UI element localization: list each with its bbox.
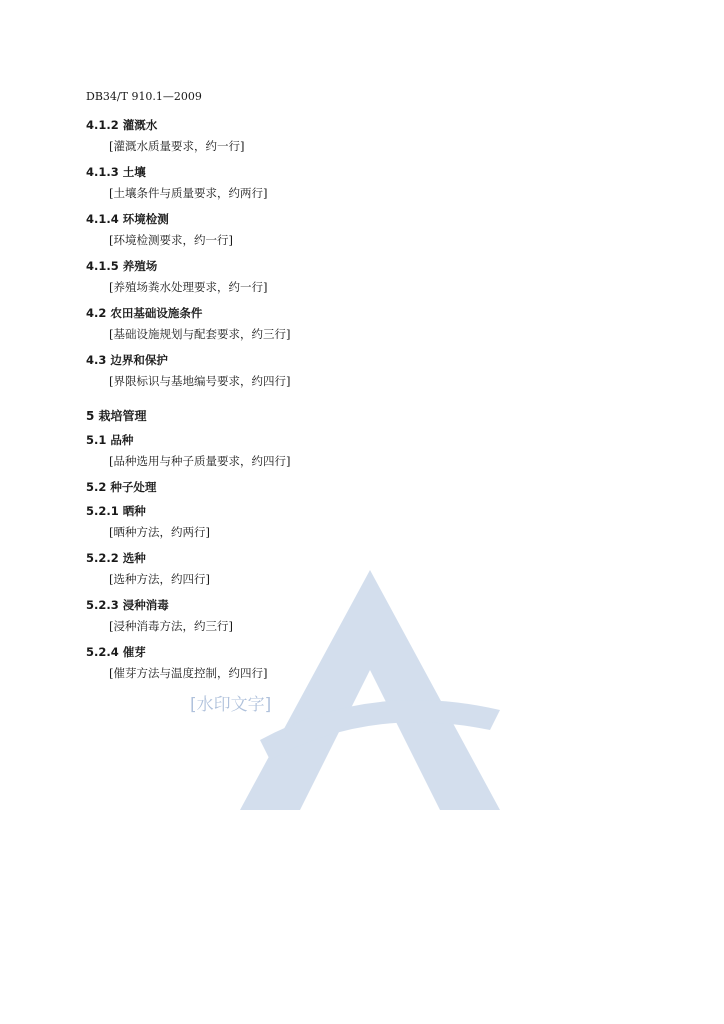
section-text: [选种方法，约四行] <box>109 572 210 586</box>
section-text: [浸种消毒方法，约三行] <box>109 619 233 633</box>
section-heading: 4.1.5 养殖场 <box>86 259 158 273</box>
doc-code: DB34/T 910.1—2009 <box>86 90 202 103</box>
chapter-title: 5 栽培管理 <box>86 409 147 423</box>
section-text: [界限标识与基地编号要求，约四行] <box>109 374 291 388</box>
section-text: [土壤条件与质量要求，约两行] <box>109 186 268 200</box>
section-list <box>86 117 656 391</box>
section-heading: 4.1.4 环境检测 <box>86 212 169 226</box>
section-heading: 4.2 农田基础设施条件 <box>86 306 203 320</box>
section-text: [养殖场粪水处理要求，约一行] <box>109 280 268 294</box>
section-heading: 5.2.1 晒种 <box>86 504 146 518</box>
section-heading: 5.2 种子处理 <box>86 480 157 494</box>
section-heading: 4.1.2 灌溉水 <box>86 118 158 132</box>
section-text: [灌溉水质量要求，约一行] <box>109 139 245 153</box>
watermark-text: [水印文字] <box>190 695 272 715</box>
section-heading: 4.1.3 土壤 <box>86 165 146 179</box>
document-page <box>86 90 656 683</box>
section-heading: 5.2.4 催芽 <box>86 645 146 659</box>
section-heading: 5.2.3 浸种消毒 <box>86 598 169 612</box>
section-text: [晒种方法，约两行] <box>109 525 210 539</box>
section-heading: 5.2.2 选种 <box>86 551 146 565</box>
section-text: [环境检测要求，约一行] <box>109 233 233 247</box>
section-list-2 <box>86 432 656 683</box>
section-heading: 4.3 边界和保护 <box>86 353 168 367</box>
section-text: [基础设施规划与配套要求，约三行] <box>109 327 291 341</box>
section-text: [品种选用与种子质量要求，约四行] <box>109 454 291 468</box>
section-text: [催芽方法与温度控制，约四行] <box>109 666 268 680</box>
section-heading: 5.1 品种 <box>86 433 134 447</box>
